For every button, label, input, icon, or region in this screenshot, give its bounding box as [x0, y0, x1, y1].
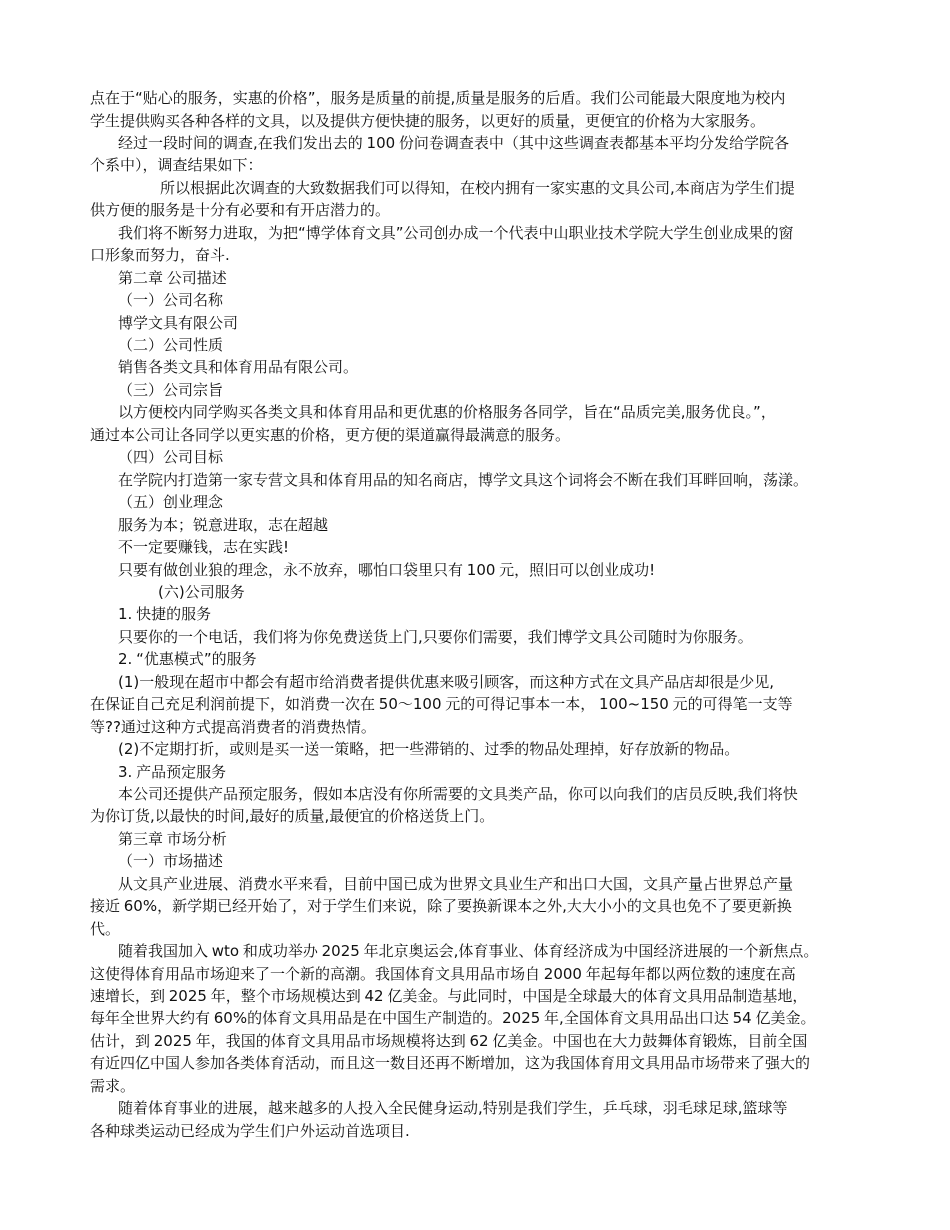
text-line: 等??通过这种方式提高消费者的消费热情。 — [90, 717, 376, 736]
text-line: 只要你的一个电话，我们将为你免费送货上门,只要你们需要，我们博学文具公司随时为你服务。 — [118, 627, 753, 646]
text-line: 博学文具有限公司 — [118, 313, 239, 332]
text-line: （一）市场描述 — [118, 852, 224, 871]
text-line: 各种球类运动已经成为学生们户外运动首选项目. — [90, 1121, 410, 1140]
text-line: 3. 产品预定服务 — [118, 762, 227, 781]
text-line: (2)不定期打折，或则是买一送一策略，把一些滞销的、过季的物品处理掉，好存放新的物品。 — [118, 740, 740, 758]
text-line: 接近 60%，新学期已经开始了，对于学生们来说，除了要换新课本之外,大大小小的文具也免不了要更新换 — [90, 897, 792, 916]
text-line: 这使得体育用品市场迎来了一个新的高潮。我国体育文具用品市场自 2000 年起每年都以两位数的速度在高 — [90, 964, 796, 983]
text-line: （二）公司性质 — [118, 335, 224, 354]
text-line: 以方便校内同学购买各类文具和体育用品和更优惠的价格服务各同学，旨在“品质完美,服务优良。”， — [118, 403, 776, 422]
text-line: 从文具产业进展、消费水平来看，目前中国已成为世界文具业生产和出口大国，文具产量占世界总产量 — [118, 874, 794, 893]
text-line: 估计，到 2025 年，我国的体育文具用品市场规模将达到 62 亿美金。中国也在大力鼓舞体育锻炼，目前全国 — [90, 1031, 808, 1050]
text-line: （四）公司目标 — [118, 448, 224, 467]
text-line: 销售各类文具和体育用品有限公司。 — [118, 358, 359, 377]
text-line: 经过一段时间的调查,在我们发出去的 100 份问卷调查表中（其中这些调查表都基本平均分发给学院各 — [118, 133, 789, 152]
text-line: 个系中），调查结果如下： — [90, 156, 263, 175]
text-line: （五）创业理念 — [118, 493, 224, 512]
text-line: 需求。 — [90, 1076, 136, 1095]
text-line: 点在于“贴心的服务，实惠的价格”，服务是质量的前提,质量是服务的后盾。我们公司能最大限度地为校内 — [90, 89, 786, 107]
text-line: 不一定要赚钱，志在实践! — [118, 538, 290, 556]
text-line: 我们将不断努力进取，为把“博学体育文具”公司创办成一个代表中山职业技术学院大学生创业成果的窗 — [118, 223, 794, 242]
text-line: 2. “优惠模式”的服务 — [118, 650, 257, 669]
text-line: 随着体育事业的进展，越来越多的人投入全民健身运动,特别是我们学生，乒乓球，羽毛球足球,篮球等 — [118, 1099, 788, 1118]
text-line: （一）公司名称 — [118, 291, 224, 309]
text-line: 所以根据此次调查的大致数据我们可以得知，在校内拥有一家实惠的文具公司,本商店为学生们提 — [160, 178, 795, 197]
text-line: 在学院内打造第一家专营文具和体育用品的知名商店，博学文具这个词将会不断在我们耳畔回响，荡漾。 — [118, 470, 809, 489]
text-line: （三）公司宗旨 — [118, 380, 224, 399]
text-line: 只要有做创业狼的理念，永不放弃，哪怕口袋里只有 100 元，照旧可以创业成功! — [118, 560, 656, 579]
text-line: (1)一般现在超市中都会有超市给消费者提供优惠来吸引顾客，而这种方式在文具产品店却很是少见, — [118, 672, 775, 691]
text-line: (六)公司服务 — [158, 582, 245, 601]
text-line: 有近四亿中国人参加各类体育活动，而且这一数目还再不断增加，这为我国体育用文具用品市场带来了强大的 — [90, 1054, 811, 1073]
text-line: 口形象而努力，奋斗. — [90, 246, 230, 265]
text-line: 速增长，到 2025 年，整个市场规模达到 42 亿美金。与此同时，中国是全球最大的体育文具用品制造基地， — [90, 987, 808, 1005]
text-line: 在保证自己充足利润前提下，如消费一次在 50～100 元的可得记事本一本， 100~150 元的可得笔一支等 — [90, 695, 793, 714]
text-line: 服务为本；锐意进取，志在超越 — [118, 515, 329, 534]
text-line: 第二章 公司描述 — [118, 268, 227, 287]
text-line: 供方便的服务是十分有必要和有开店潜力的。 — [90, 201, 391, 220]
text-line: 学生提供购买各种各样的文具，以及提供方便快捷的服务，以更好的质量，更便宜的价格为大家服务。 — [90, 111, 766, 130]
text-line: 代。 — [90, 919, 121, 938]
text-line: 本公司还提供产品预定服务，假如本店没有你所需要的文具类产品，你可以向我们的店员反映,我们将快 — [118, 784, 798, 803]
text-line: 每年全世界大约有 60%的体育文具用品是在中国生产制造的。2025 年,全国体育文具用品出口达 54 亿美金。 — [90, 1009, 816, 1028]
text-line: 1. 快捷的服务 — [118, 605, 212, 624]
text-line: 通过本公司让各同学以更实惠的价格，更方便的渠道赢得最满意的服务。 — [90, 425, 571, 444]
text-line: 随着我国加入 wto 和成功举办 2025 年北京奥运会,体育事业、体育经济成为中国经济进展的一个新焦点。 — [118, 942, 819, 961]
text-line: 为你订货,以最快的时间,最好的质量,最便宜的价格送货上门。 — [90, 807, 495, 826]
text-line: 第三章 市场分析 — [118, 829, 227, 848]
